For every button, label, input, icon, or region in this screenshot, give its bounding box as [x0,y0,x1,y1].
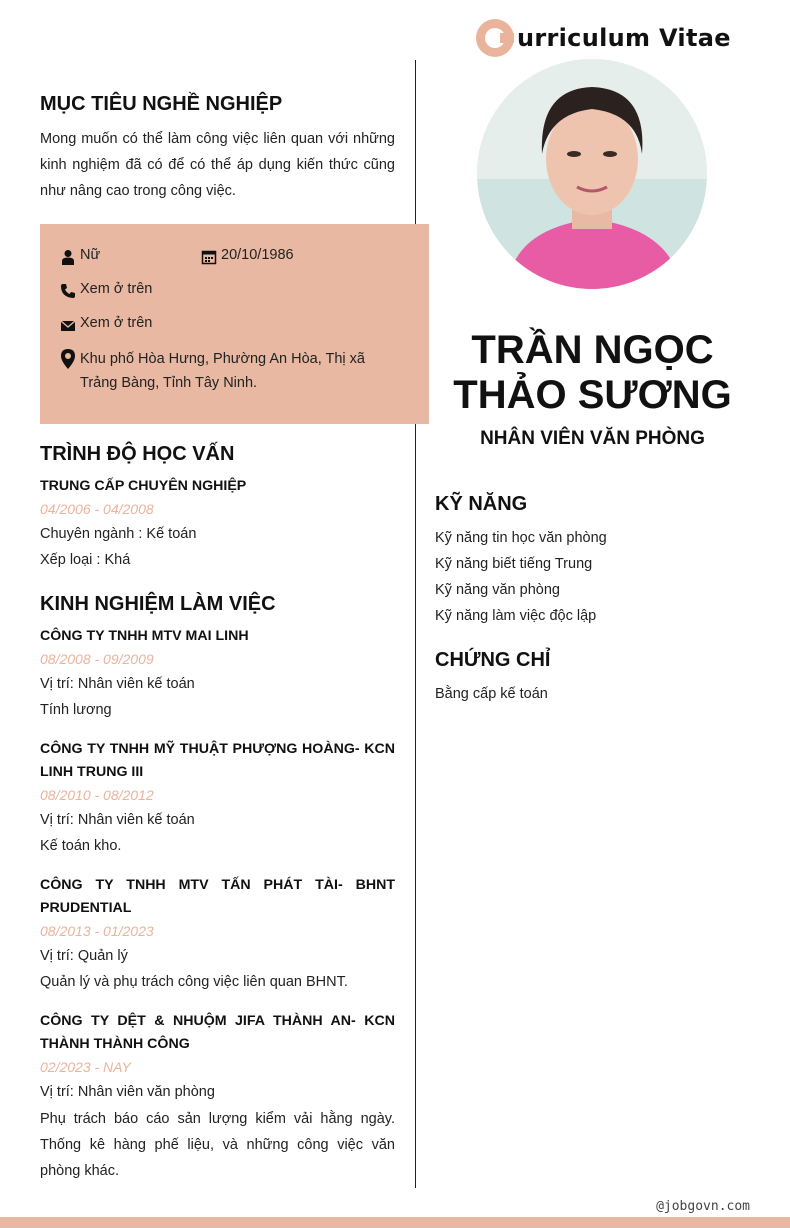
email-row [60,315,152,333]
experience-title: KINH NGHIỆM LÀM VIỆC [40,593,276,615]
education-grade: Xếp loại : Khá [40,552,131,568]
mail-icon [60,317,76,333]
certificate-item: Bằng cấp kế toán [435,686,548,702]
job-position: Vị trí: Nhân viên văn phòng [40,1084,215,1100]
job-date: 08/2008 - 09/2009 [40,651,154,667]
job-position: Vị trí: Quản lý [40,948,128,964]
objective-text: Mong muốn có thể làm công việc liên quan với những kinh nghiệm đã có để có thể áp dụng kiến thức cũng như nâng cao trong công việc. [40,131,395,199]
education-title: TRÌNH ĐỘ HỌC VẤN [40,443,235,465]
job-description: Phụ trách báo cáo sản lượng kiểm vải hằng ngày. Thống kê hàng phế liệu, và những công việc văn phòng khác. [40,1111,395,1179]
gender-value: Nữ [80,247,101,263]
education-date: 04/2006 - 04/2008 [40,501,154,517]
skill-item: Kỹ năng làm việc độc lập [435,608,597,624]
phone-value[interactable]: Xem ở trên [80,281,153,297]
gender-row [60,247,100,265]
footer-credit: @jobgovn.com [656,1199,750,1214]
candidate-name [435,328,750,418]
job-description: Kế toán kho. [40,838,122,854]
location-pin-icon [60,349,76,369]
address-value: Khu phố Hòa Hưng, Phường An Hòa, Thị xã Trảng Bàng, Tỉnh Tây Ninh. [80,351,365,391]
skill-item: Kỹ năng biết tiếng Trung [435,556,593,572]
job-company: CÔNG TY TNHH MỸ THUẬT PHƯỢNG HOÀNG- KCN LINH TRUNG III [40,741,395,780]
logo-text: urriculum Vitae [517,24,731,52]
skills-title: KỸ NĂNG [435,493,528,515]
education-major: Chuyên ngành : Kế toán [40,526,197,542]
email-value[interactable]: Xem ở trên [80,315,153,331]
skill-item: Kỹ năng tin học văn phòng [435,530,607,546]
job-description: Tính lương [40,702,112,718]
objective-title: MỤC TIÊU NGHỀ NGHIỆP [40,93,283,115]
education-school: TRUNG CẤP CHUYÊN NGHIỆP [40,478,247,494]
job-position: Vị trí: Nhân viên kế toán [40,812,195,828]
job-date: 02/2023 - NAY [40,1059,131,1075]
logo-c-mark [476,19,514,57]
phone-row [60,281,152,299]
job-date: 08/2010 - 08/2012 [40,787,154,803]
address-row [60,347,400,395]
job-position: Vị trí: Nhân viên kế toán [40,676,195,692]
job-description: Quản lý và phụ trách công việc liên quan BHNT. [40,974,348,990]
job-company: CÔNG TY TNHH MTV TẤN PHÁT TÀI- BHNT PRUDENTIAL [40,877,395,916]
phone-icon [60,283,76,299]
birthday-row [201,247,294,265]
job-date: 08/2013 - 01/2023 [40,923,154,939]
bottom-accent-bar [0,1217,790,1228]
profile-photo [477,59,707,289]
calendar-icon [201,249,217,265]
birthday-value: 20/10/1986 [221,247,294,263]
person-icon [60,249,76,265]
name-line-1: TRẦN NGỌC [471,328,714,372]
candidate-role: NHÂN VIÊN VĂN PHÒNG [480,428,705,449]
name-line-2: THẢO SƯƠNG [453,373,732,417]
certificates-title: CHỨNG CHỈ [435,649,551,671]
job-company: CÔNG TY DỆT & NHUỘM JIFA THÀNH AN- KCN THÀNH THÀNH CÔNG [40,1013,395,1052]
skill-item: Kỹ năng văn phòng [435,582,560,598]
job-company: CÔNG TY TNHH MTV MAI LINH [40,628,249,644]
cv-logo [476,18,731,58]
